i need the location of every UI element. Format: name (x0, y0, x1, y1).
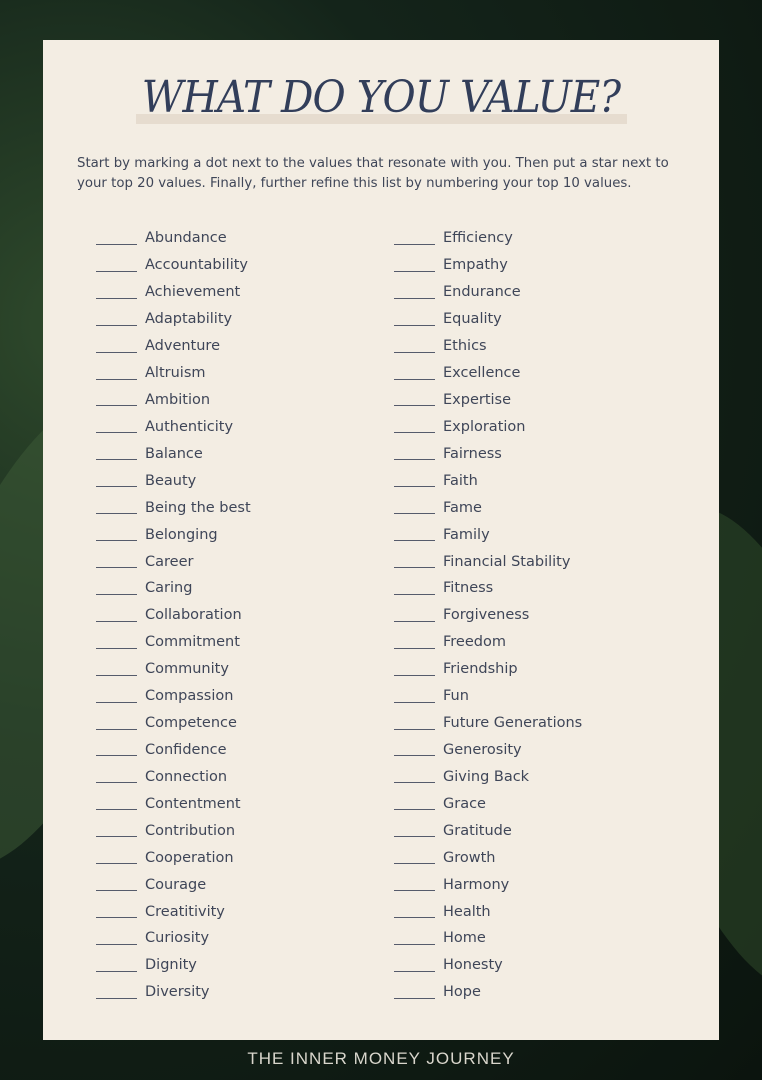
value-label: Curiosity (145, 930, 210, 947)
mark-blank[interactable] (394, 501, 435, 514)
value-label: Generosity (443, 741, 522, 758)
value-label: Community (145, 661, 229, 678)
value-item (96, 952, 251, 979)
mark-blank[interactable] (394, 420, 435, 433)
mark-blank[interactable] (394, 663, 435, 676)
value-item (394, 979, 582, 1006)
value-item (96, 333, 251, 360)
mark-blank[interactable] (96, 959, 137, 972)
brand-footer: THE INNER MONEY JOURNEY (247, 1049, 515, 1068)
mark-blank[interactable] (394, 824, 435, 837)
value-item (96, 521, 251, 548)
value-item (96, 817, 251, 844)
mark-blank[interactable] (394, 636, 435, 649)
value-label: Contribution (145, 822, 236, 839)
value-label: Exploration (443, 418, 526, 435)
value-label: Fairness (443, 445, 502, 462)
value-label: Beauty (145, 472, 197, 489)
value-label: Commitment (145, 634, 240, 651)
value-label: Being the best (145, 499, 251, 516)
value-label: Abundance (145, 230, 227, 247)
mark-blank[interactable] (394, 528, 435, 541)
value-item (394, 817, 582, 844)
value-item (96, 360, 251, 387)
value-item (96, 763, 251, 790)
mark-blank[interactable] (96, 528, 137, 541)
value-label: Courage (145, 876, 207, 893)
value-item (394, 790, 582, 817)
mark-blank[interactable] (394, 555, 435, 568)
value-item (394, 521, 582, 548)
value-item (394, 602, 582, 629)
value-label: Efficiency (443, 230, 513, 247)
value-item (96, 602, 251, 629)
value-label: Authenticity (145, 418, 234, 435)
mark-blank[interactable] (96, 797, 137, 810)
mark-blank[interactable] (96, 690, 137, 703)
mark-blank[interactable] (96, 905, 137, 918)
mark-blank[interactable] (96, 743, 137, 756)
mark-blank[interactable] (96, 770, 137, 783)
worksheet (43, 40, 719, 1040)
mark-blank[interactable] (394, 905, 435, 918)
value-item (394, 710, 582, 737)
mark-blank[interactable] (96, 824, 137, 837)
mark-blank[interactable] (96, 932, 137, 945)
mark-blank[interactable] (96, 636, 137, 649)
mark-blank[interactable] (96, 582, 137, 595)
value-label: Career (145, 553, 194, 570)
value-label: Giving Back (443, 768, 530, 785)
mark-blank[interactable] (394, 609, 435, 622)
instructions: Start by marking a dot next to the values that resonate with you. Then put a star next to your top 20 values. Finally, further refine this list by numbering your top 10 values. (77, 156, 669, 191)
value-label: Confidence (145, 741, 227, 758)
mark-blank[interactable] (394, 743, 435, 756)
value-item (96, 279, 251, 306)
value-item (96, 225, 251, 252)
value-item (394, 898, 582, 925)
value-item (96, 979, 251, 1006)
value-item (394, 387, 582, 414)
value-label: Forgiveness (443, 607, 530, 624)
mark-blank[interactable] (394, 393, 435, 406)
value-item (96, 548, 251, 575)
mark-blank[interactable] (394, 770, 435, 783)
mark-blank[interactable] (394, 959, 435, 972)
mark-blank[interactable] (96, 232, 137, 245)
value-item (394, 548, 582, 575)
mark-blank[interactable] (96, 447, 137, 460)
mark-blank[interactable] (96, 663, 137, 676)
value-item (96, 710, 251, 737)
mark-blank[interactable] (394, 797, 435, 810)
value-item (96, 252, 251, 279)
value-label: Altruism (145, 365, 206, 382)
values-column-right (394, 225, 582, 1006)
value-label: Excellence (443, 365, 521, 382)
mark-blank[interactable] (96, 367, 137, 380)
value-item (96, 494, 251, 521)
value-item (394, 467, 582, 494)
value-label: Creatitivity (145, 903, 225, 920)
value-item (96, 306, 251, 333)
mark-blank[interactable] (96, 501, 137, 514)
value-label: Friendship (443, 661, 518, 678)
value-label: Gratitude (443, 822, 512, 839)
value-item (394, 225, 582, 252)
value-item (96, 898, 251, 925)
value-item (96, 844, 251, 871)
mark-blank[interactable] (96, 286, 137, 299)
value-item (96, 440, 251, 467)
value-item (96, 925, 251, 952)
value-label: Financial Stability (443, 553, 571, 570)
value-label: Endurance (443, 284, 521, 301)
mark-blank[interactable] (96, 986, 137, 999)
value-label: Contentment (145, 795, 241, 812)
value-label: Diversity (145, 984, 210, 1001)
mark-blank[interactable] (394, 932, 435, 945)
value-item (96, 629, 251, 656)
mark-blank[interactable] (96, 420, 137, 433)
value-label: Ambition (145, 391, 211, 408)
value-item (394, 871, 582, 898)
mark-blank[interactable] (96, 340, 137, 353)
mark-blank[interactable] (394, 717, 435, 730)
value-label: Fitness (443, 580, 494, 597)
page-title: WHAT DO YOU VALUE? (141, 72, 621, 123)
value-item (394, 360, 582, 387)
mark-blank[interactable] (394, 690, 435, 703)
value-item (394, 333, 582, 360)
value-label: Adventure (145, 338, 220, 355)
value-item (394, 656, 582, 683)
value-label: Dignity (145, 957, 197, 974)
value-item (96, 413, 251, 440)
value-label: Freedom (443, 634, 506, 651)
value-item (394, 494, 582, 521)
value-item (394, 925, 582, 952)
mark-blank[interactable] (96, 474, 137, 487)
value-label: Cooperation (145, 849, 234, 866)
value-label: Hope (443, 984, 481, 1001)
mark-blank[interactable] (394, 582, 435, 595)
value-label: Caring (145, 580, 193, 597)
value-label: Grace (443, 795, 486, 812)
value-item (394, 737, 582, 764)
value-label: Balance (145, 445, 203, 462)
mark-blank[interactable] (96, 313, 137, 326)
value-item (394, 252, 582, 279)
value-item (96, 575, 251, 602)
mark-blank[interactable] (394, 313, 435, 326)
value-label: Expertise (443, 391, 512, 408)
value-label: Fame (443, 499, 482, 516)
value-label: Adaptability (145, 311, 233, 328)
value-item (394, 575, 582, 602)
value-item (394, 440, 582, 467)
value-item (394, 306, 582, 333)
value-label: Harmony (443, 876, 510, 893)
value-label: Faith (443, 472, 478, 489)
value-label: Competence (145, 715, 237, 732)
value-label: Growth (443, 849, 496, 866)
value-item (394, 279, 582, 306)
mark-blank[interactable] (394, 878, 435, 891)
value-label: Belonging (145, 526, 218, 543)
mark-blank[interactable] (96, 555, 137, 568)
mark-blank[interactable] (96, 851, 137, 864)
value-item (394, 952, 582, 979)
value-label: Connection (145, 768, 228, 785)
mark-blank[interactable] (96, 609, 137, 622)
value-label: Health (443, 903, 491, 920)
value-item (96, 790, 251, 817)
mark-blank[interactable] (394, 851, 435, 864)
value-label: Future Generations (443, 715, 583, 732)
mark-blank[interactable] (96, 717, 137, 730)
mark-blank[interactable] (394, 986, 435, 999)
value-label: Compassion (145, 688, 234, 705)
mark-blank[interactable] (96, 259, 137, 272)
mark-blank[interactable] (394, 474, 435, 487)
mark-blank[interactable] (394, 447, 435, 460)
value-item (394, 844, 582, 871)
mark-blank[interactable] (394, 259, 435, 272)
value-item (96, 656, 251, 683)
value-label: Collaboration (145, 607, 242, 624)
value-label: Ethics (443, 338, 487, 355)
value-item (96, 737, 251, 764)
value-label: Accountability (145, 257, 248, 274)
value-label: Fun (443, 688, 469, 705)
value-label: Empathy (443, 257, 508, 274)
mark-blank[interactable] (394, 367, 435, 380)
mark-blank[interactable] (394, 286, 435, 299)
value-item (96, 387, 251, 414)
value-label: Home (443, 930, 486, 947)
value-label: Honesty (443, 957, 503, 974)
mark-blank[interactable] (394, 340, 435, 353)
value-label: Equality (443, 311, 502, 328)
values-column-left (96, 225, 251, 1006)
value-label: Family (443, 526, 490, 543)
mark-blank[interactable] (96, 393, 137, 406)
value-item (394, 413, 582, 440)
value-item (394, 629, 582, 656)
value-item (96, 871, 251, 898)
value-item (394, 683, 582, 710)
mark-blank[interactable] (96, 878, 137, 891)
value-item (96, 683, 251, 710)
value-item (394, 763, 582, 790)
mark-blank[interactable] (394, 232, 435, 245)
value-item (96, 467, 251, 494)
value-label: Achievement (145, 284, 241, 301)
